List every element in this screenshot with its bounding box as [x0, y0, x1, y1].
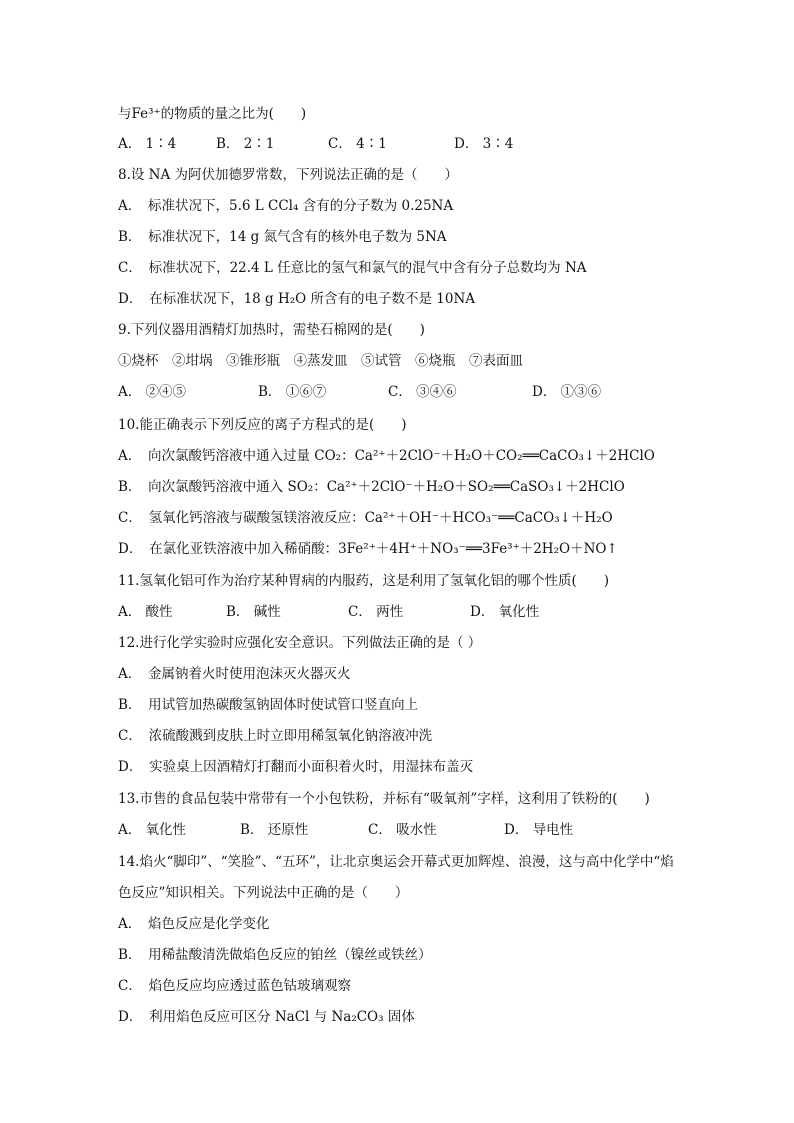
q8-option-c: C． 标准状况下，22.4 L 任意比的氢气和氯气的混气中含有分子总数均为 NA	[118, 260, 587, 276]
q9-option-b: B． ①⑥⑦	[258, 384, 327, 400]
q14-option-d: D． 利用焰色反应可区分 NaCl 与 Na₂CO₃ 固体	[118, 1009, 415, 1025]
q9-option-d: D． ①③⑥	[532, 384, 602, 400]
q13-options	[118, 821, 573, 839]
q13-option-a: A． 氧化性	[118, 822, 187, 838]
q11-stem: 11.氢氧化铝可作为治疗某种胃病的内服药，这是利用了氢氧化铝的哪个性质( )	[118, 573, 610, 589]
q14-stem-line2: 色反应”知识相关。下列说法中正确的是（ ）	[118, 885, 409, 901]
q9-stem: 9.下列仪器用酒精灯加热时，需垫石棉网的是( )	[118, 322, 425, 338]
q10-option-d: D． 在氯化亚铁溶液中加入稀硝酸：3Fe²⁺＋4H⁺＋NO₃⁻══3Fe³⁺＋2H₂O＋NO↑	[118, 541, 618, 557]
q8-option-a: A． 标准状况下，5.6 L CCl₄ 含有的分子数为 0.25NA	[118, 198, 454, 214]
q8-option-d: D． 在标准状况下，18 g H₂O 所含有的电子数不是 10NA	[118, 291, 476, 307]
q9-option-c: C． ③④⑥	[388, 384, 457, 400]
q14-option-b: B． 用稀盐酸清洗做焰色反应的铂丝（镍丝或铁丝）	[118, 947, 432, 963]
q7-option-c: C． 4∶1	[328, 136, 387, 152]
q12-option-c: C． 浓硫酸溅到皮肤上时立即用稀氢氧化钠溶液冲洗	[118, 728, 433, 744]
q7-option-b: B． 2∶1	[216, 136, 275, 152]
q14-option-a: A． 焰色反应是化学变化	[118, 916, 270, 932]
q7-options	[118, 135, 513, 153]
q10-stem: 10.能正确表示下列反应的离子方程式的是( )	[118, 417, 407, 433]
q10-option-a: A． 向次氯酸钙溶液中通入过量 CO₂：Ca²⁺＋2ClO⁻＋H₂O＋CO₂══CaCO₃↓＋2HClO	[118, 448, 655, 464]
q8-option-b: B． 标准状况下，14 g 氮气含有的核外电子数为 5NA	[118, 229, 447, 245]
q7-option-a: A． 1∶4	[118, 136, 177, 152]
q9-option-a: A． ②④⑤	[118, 384, 187, 400]
q14-stem-line1: 14.焰火“脚印”、“笑脸”、“五环”，让北京奥运会开幕式更加辉煌、浪漫，这与高中化学中“焰	[118, 854, 674, 870]
q10-option-c: C． 氢氧化钙溶液与碳酸氢镁溶液反应：Ca²⁺＋OH⁻＋HCO₃⁻══CaCO₃↓＋H₂O	[118, 510, 613, 526]
q13-option-b: B． 还原性	[240, 822, 309, 838]
q12-option-d: D． 实验桌上因酒精灯打翻而小面积着火时，用湿抹布盖灭	[118, 759, 474, 775]
q11-options	[118, 603, 539, 621]
q10-option-b: B． 向次氯酸钙溶液中通入 SO₂：Ca²⁺＋2ClO⁻＋H₂O＋SO₂══CaSO₃↓＋2HClO	[118, 479, 625, 495]
q8-stem: 8.设 NA 为阿伏加德罗常数，下列说法正确的是（ ）	[118, 167, 459, 183]
q11-option-d: D． 氧化性	[470, 604, 540, 620]
q9-items: ①烧杯 ②坩埚 ③锥形瓶 ④蒸发皿 ⑤试管 ⑥烧瓶 ⑦表面皿	[118, 353, 523, 369]
q12-option-a: A． 金属钠着火时使用泡沫灭火器灭火	[118, 666, 351, 682]
q13-option-c: C． 吸水性	[368, 822, 437, 838]
q14-option-c: C． 焰色反应均应透过蓝色钴玻璃观察	[118, 978, 352, 994]
q11-option-c: C． 两性	[348, 604, 404, 620]
q12-option-b: B． 用试管加热碳酸氢钠固体时使试管口竖直向上	[118, 697, 419, 713]
q11-option-b: B． 碱性	[226, 604, 281, 620]
q7-option-d: D． 3∶4	[454, 136, 514, 152]
q7-stem: 与Fe³⁺的物质的量之比为( )	[118, 106, 307, 122]
q13-option-d: D． 导电性	[504, 822, 574, 838]
q13-stem: 13.市售的食品包装中常带有一个小包铁粉，并标有“吸氧剂”字样，这利用了铁粉的( )	[118, 791, 650, 807]
q9-options	[118, 383, 601, 401]
q11-option-a: A． 酸性	[118, 604, 173, 620]
q12-stem: 12.进行化学实验时应强化安全意识。下列做法正确的是（ ）	[118, 635, 482, 651]
